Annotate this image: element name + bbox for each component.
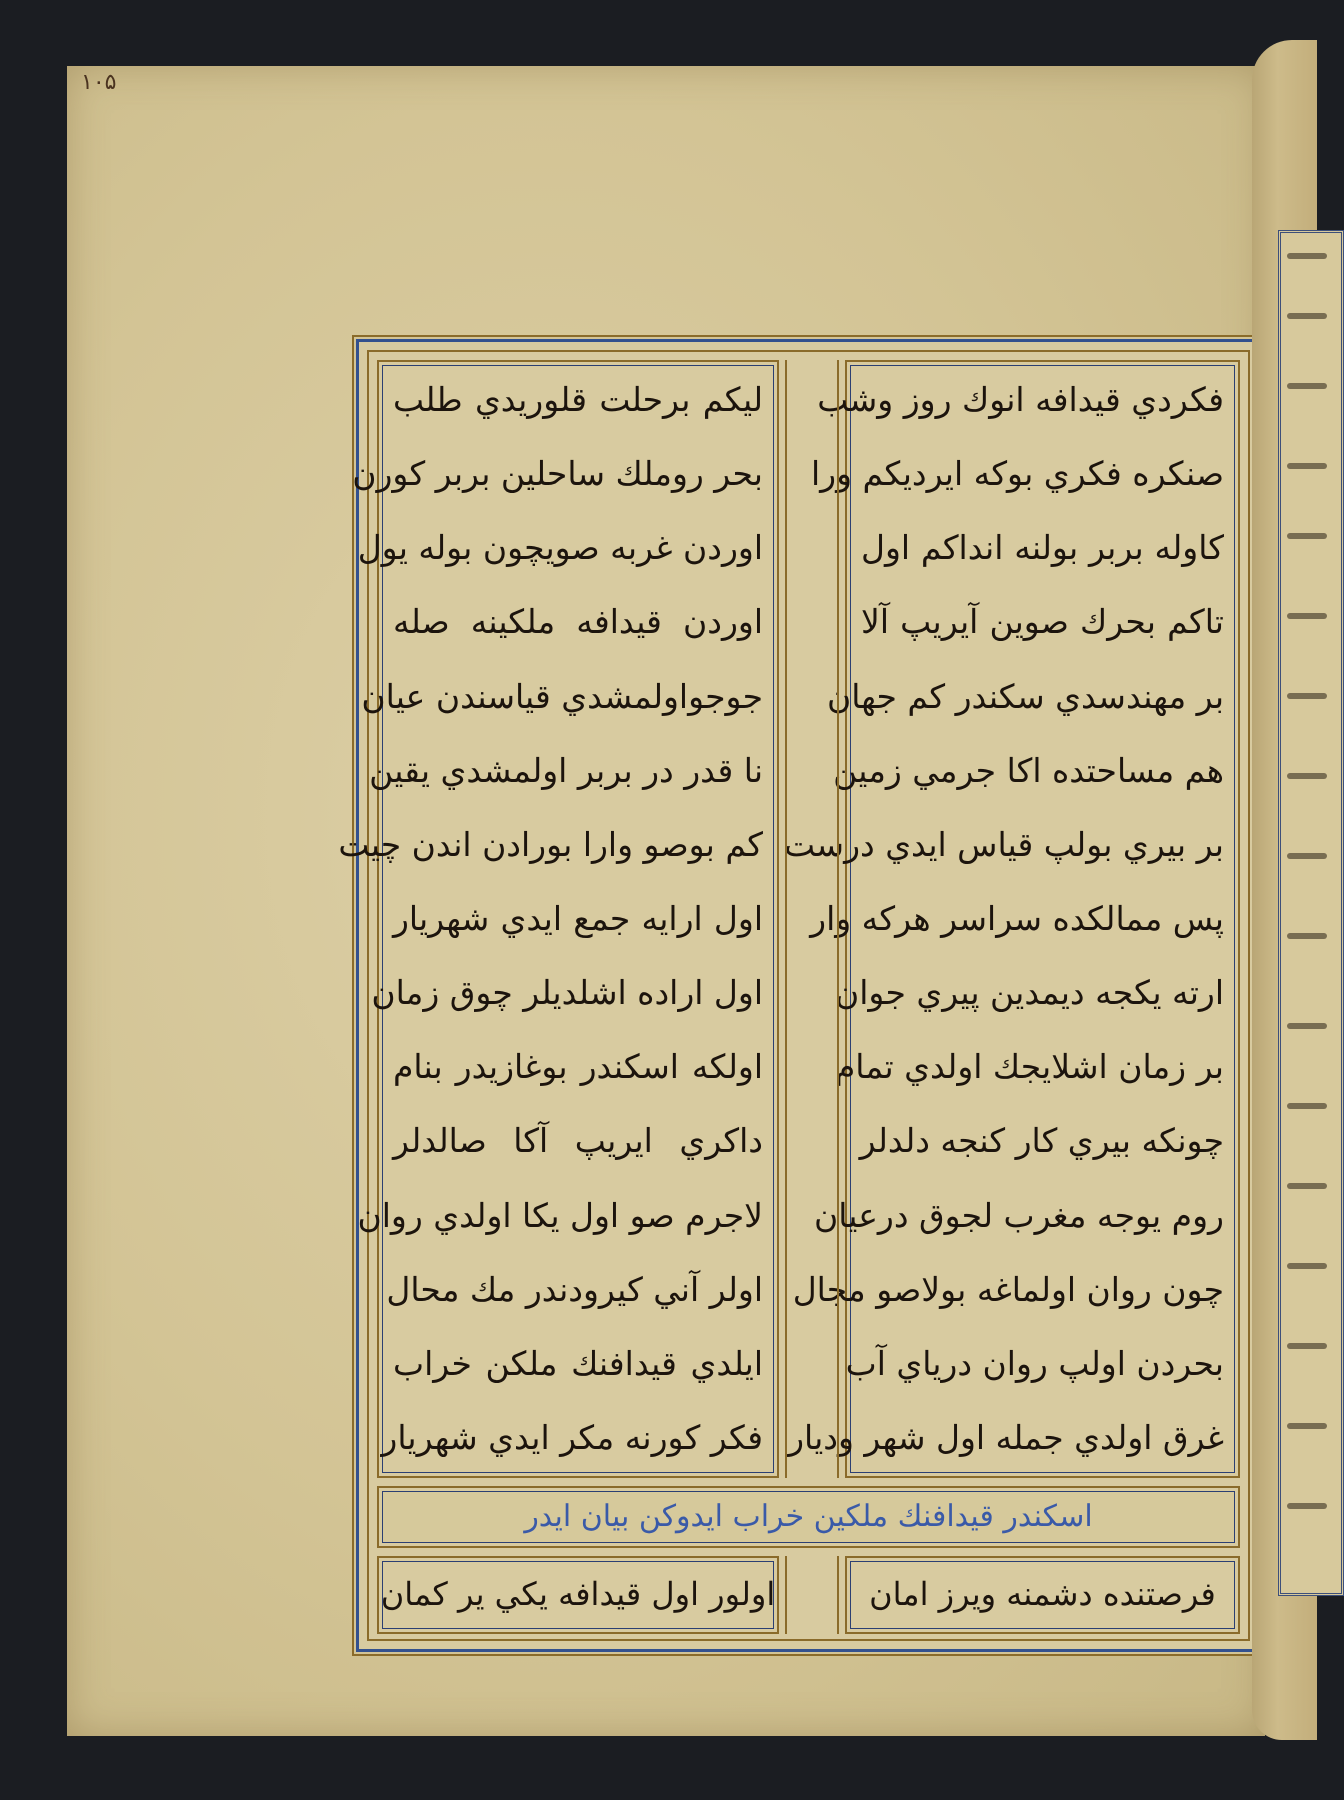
bottom-left-verse: اولور اول قيدافه يکي ير کمان [377, 1556, 779, 1634]
adjacent-text-stroke [1287, 253, 1327, 259]
verse-line: بحر روملك ساحلين بربر کورن [352, 454, 763, 494]
verse-line: غرق اولدي جمله اول شهر وديار [788, 1417, 1224, 1457]
verse-line: اوردن قيدافه ملکينه صله [393, 602, 763, 642]
verse-line: بر مهندسدي سکندر کم جهان [827, 676, 1224, 716]
verse-line: اول ارايه جمع ايدي شهريار [393, 898, 763, 938]
inner-ruling [338, 350, 1250, 1641]
verse-line: اولر آني کيرودندر مك محال [386, 1269, 763, 1309]
verse-line: فکردي قيدافه انوك روز وشب [817, 380, 1224, 419]
folio-number: ۱۰۵ [81, 70, 117, 95]
adjacent-text-stroke [1287, 533, 1327, 539]
adjacent-text-stroke [1287, 313, 1327, 319]
adjacent-text-stroke [1287, 1183, 1327, 1189]
verse-line: ايلدي قيدافنك ملکن خراب [393, 1343, 763, 1383]
verse-line: روم يوجه مغرب لجوق درعيان [813, 1195, 1224, 1235]
verse-line: لاجرم صو اول يکا اولدي روان [357, 1195, 763, 1235]
adjacent-text-stroke [1287, 773, 1327, 779]
adjacent-text-stroke [1287, 1263, 1327, 1269]
manuscript-page [67, 66, 1265, 1736]
verse-line: بر بيري بولپ قياس ايدي درست [784, 824, 1224, 864]
adjacent-text-stroke [1287, 933, 1327, 939]
verse-line: بحردن اولپ روان درياي آب [845, 1343, 1224, 1383]
adjacent-text-stroke [1287, 693, 1327, 699]
adjacent-text-stroke [1287, 1103, 1327, 1109]
verse-line: چونکه بيري کار کنجه دلدلر [859, 1121, 1224, 1161]
bottom-verse-row [377, 1556, 1240, 1634]
verse-line: جوجواولمشدي قياسندن عيان [361, 676, 763, 716]
verse-line: ارته يکجه ديمدين پيري جوان [835, 973, 1224, 1013]
adjacent-page-edge [1252, 40, 1317, 1740]
verse-line: داکري ايريپ آکا صالدلر [393, 1121, 763, 1161]
adjacent-text-stroke [1287, 853, 1327, 859]
section-heading: اسکندر قيدافنك ملکين خراب ايدوکن بيان ايدر [377, 1486, 1240, 1548]
adjacent-text-stroke [1287, 1423, 1327, 1429]
verse-line: پس ممالکده سراسر هرکه وار [810, 898, 1224, 938]
bottom-gutter [785, 1556, 839, 1634]
adjacent-page-frame [1278, 230, 1344, 1596]
verse-line: تاکم بحرك صوين آيريپ آلا [861, 602, 1224, 642]
adjacent-text-stroke [1287, 1503, 1327, 1509]
verse-line: بر زمان اشلايجك اولدي تمام [834, 1047, 1224, 1087]
verse-line: اول اراده اشلديلر چوق زمان [371, 973, 763, 1013]
verse-line: اوردن غربه صويچون بوله يول [357, 528, 763, 568]
verse-line: کم بوصو وارا بورادن اندن چيت [338, 824, 763, 864]
verse-line: کاوله بربر بولنه انداکم اول [861, 528, 1224, 568]
left-verse-column [338, 360, 779, 1478]
bottom-right-verse: فرصتنده دشمنه ويرز امان [845, 1556, 1240, 1634]
verse-line: صنکره فکري بوکه ايرديکم ورا [811, 454, 1224, 494]
right-verse-column [784, 360, 1240, 1478]
adjacent-text-stroke [1287, 463, 1327, 469]
adjacent-text-stroke [1287, 1343, 1327, 1349]
adjacent-text-stroke [1287, 1023, 1327, 1029]
column-gutter [785, 360, 839, 1478]
verse-line: هم مساحتده اکا جرمي زمين [833, 750, 1224, 790]
verse-line: اولکه اسکندر بوغازيدر بنام [393, 1047, 763, 1087]
adjacent-text-stroke [1287, 613, 1327, 619]
verse-line: فکر کورنه مکر ايدي شهريار [381, 1417, 763, 1457]
verse-line: ليکم برحلت قلوريدي طلب [393, 380, 763, 419]
text-block-frame [338, 339, 1261, 1652]
adjacent-text-stroke [1287, 383, 1327, 389]
verse-line: نا قدر در بربر اولمشدي يقين [369, 750, 763, 790]
verse-line: چون روان اولماغه بولاصو مجال [792, 1269, 1224, 1309]
